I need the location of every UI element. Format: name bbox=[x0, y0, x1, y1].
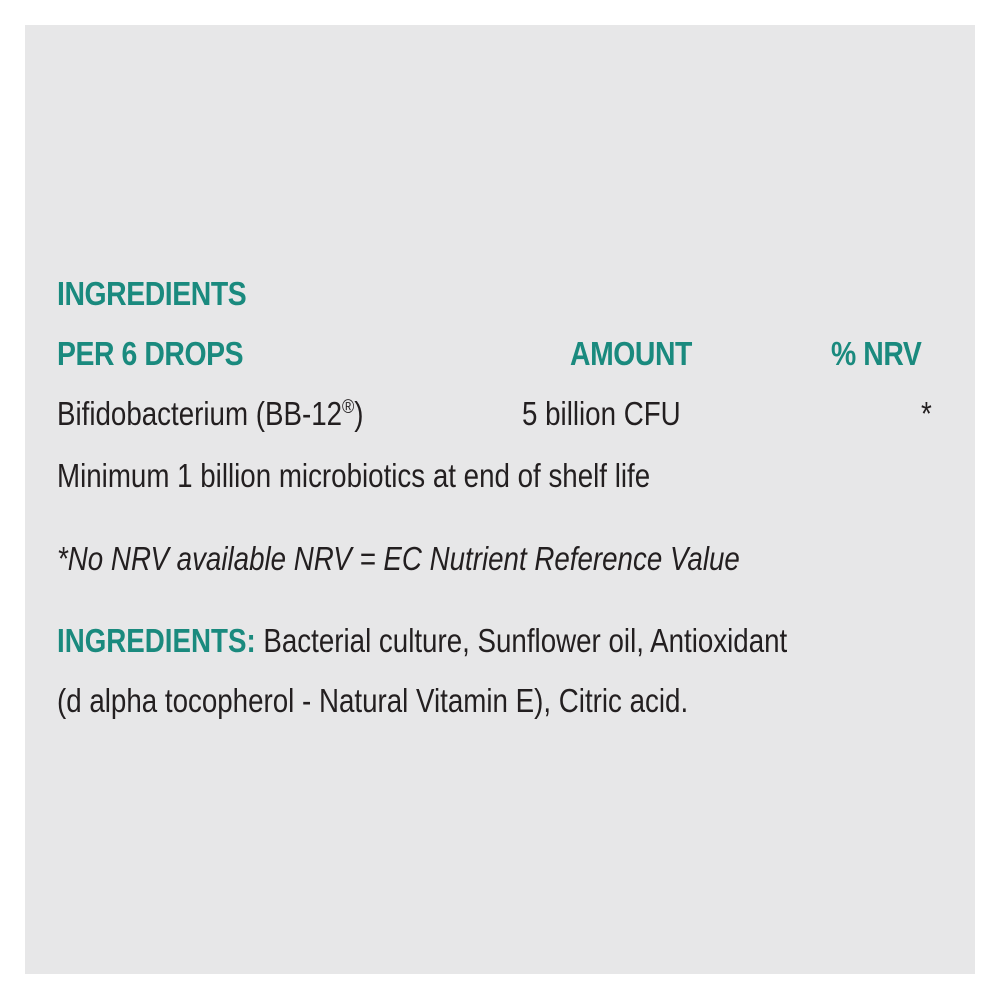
row-ingredient-amount: 5 billion CFU bbox=[522, 395, 681, 432]
ingredients-text-1: Bacterial culture, Sunflower oil, Antioxidant bbox=[255, 622, 788, 659]
row-ingredient-nrv: * bbox=[921, 395, 932, 432]
registered-mark: ® bbox=[342, 396, 355, 419]
ingredients-panel bbox=[25, 25, 975, 974]
ingredient-name-text: Bifidobacterium (BB-12 bbox=[57, 395, 343, 432]
ingredients-line-2: (d alpha tocopherol - Natural Vitamin E), Citric acid. bbox=[57, 682, 689, 719]
ingredient-name-close: ) bbox=[354, 395, 364, 432]
ingredients-label: INGREDIENTS: bbox=[57, 622, 256, 659]
header-amount: AMOUNT bbox=[570, 335, 692, 372]
header-nrv: % NRV bbox=[831, 335, 922, 372]
header-per-serving: PER 6 DROPS bbox=[57, 335, 244, 372]
nrv-footnote: *No NRV available NRV = EC Nutrient Reference Value bbox=[57, 540, 740, 577]
row-ingredient-name bbox=[57, 395, 364, 433]
ingredients-title: INGREDIENTS bbox=[57, 275, 247, 312]
ingredients-line-1 bbox=[57, 622, 787, 660]
shelf-life-note: Minimum 1 billion microbiotics at end of shelf life bbox=[57, 457, 651, 494]
